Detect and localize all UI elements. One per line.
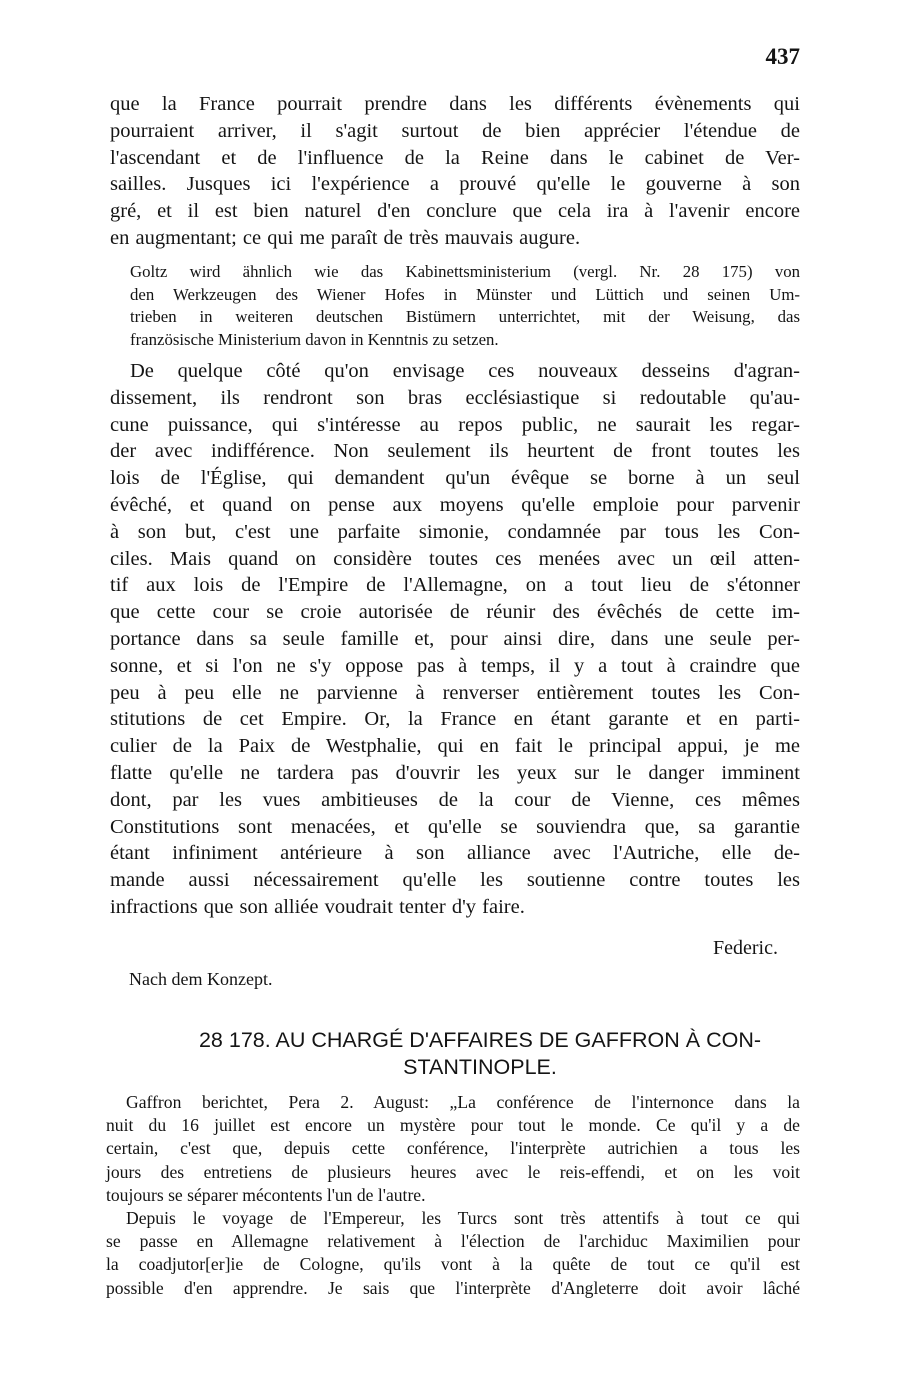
text-line: que cette cour se croie autorisée de réunir des évêchés de cette im- bbox=[110, 601, 800, 624]
letter-body bbox=[110, 358, 800, 921]
note-line: Goltz wird ähnlich wie das Kabinettsministerium (vergl. Nr. 28 175) von bbox=[130, 262, 800, 281]
note-line: den Werkzeugen des Wiener Hofes in Münster und Lüttich und seinen Um- bbox=[130, 284, 800, 304]
text-line: étant infiniment antérieure à son alliance avec l'Autriche, elle de- bbox=[110, 842, 800, 865]
text-line: dont, par les vues ambitieuses de la cour de Vienne, ces mêmes bbox=[110, 788, 800, 811]
text-line: l'ascendant et de l'influence de la Reine dans le cabinet de Ver- bbox=[110, 146, 800, 169]
text-line: flatte qu'elle ne tardera pas d'ouvrir les yeux sur le danger imminent bbox=[110, 761, 800, 784]
note-line: trieben in weiteren deutschen Bistümern unterrichtet, mit der Weisung, das bbox=[130, 307, 800, 326]
text-line: portance dans sa seule famille et, pour ainsi dire, dans une seule per- bbox=[110, 627, 800, 650]
heading-line: 28 178. AU CHARGÉ D'AFFAIRES DE GAFFRON À CON- bbox=[198, 1028, 762, 1052]
report-line: Depuis le voyage de l'Empereur, les Turcs sont très attentifs à tout ce qui bbox=[126, 1208, 800, 1228]
text-line: lois de l'Église, qui demandent qu'un évêque se borne à un seul bbox=[110, 467, 800, 490]
signature: Federic. bbox=[713, 937, 778, 959]
page-number: 437 bbox=[765, 44, 800, 69]
report-line: certain, c'est que, depuis cette conférence, l'interprète autrichien a tous les bbox=[106, 1138, 800, 1159]
text-line: dissement, ils rendront son bras ecclésiastique si redoutable qu'au- bbox=[110, 386, 800, 409]
text-line: sonne, et si l'on ne s'y oppose pas à temps, il y a tout à craindre que bbox=[110, 654, 800, 677]
text-line: infractions que son alliée voudrait tenter d'y faire. bbox=[110, 895, 525, 918]
text-line: sailles. Jusques ici l'expérience a prouvé qu'elle le gouverne à son bbox=[110, 173, 800, 196]
text-line: culier de la Paix de Westphalie, qui en fait le principal appui, je me bbox=[110, 735, 800, 758]
text-line: gré, et il est bien naturel d'en conclure que cela ira à l'avenir encore bbox=[110, 200, 800, 223]
text-line: De quelque côté qu'on envisage ces nouveaux desseins d'agran- bbox=[130, 360, 800, 382]
text-line: stitutions de cet Empire. Or, la France en étant garante et en parti- bbox=[110, 708, 800, 731]
text-line: Constitutions sont menacées, et qu'elle se souviendra que, sa garantie bbox=[110, 815, 800, 838]
report-line: se passe en Allemagne relativement à l'élection de l'archiduc Maximilien pour bbox=[106, 1231, 800, 1252]
report-line: jours des entretiens de plusieurs heures avec le reis-effendi, et on les voit bbox=[106, 1161, 800, 1182]
report-line: Gaffron berichtet, Pera 2. August: „La conférence de l'internonce dans la bbox=[126, 1092, 800, 1112]
text-line: peu à peu elle ne parvienne à renverser entièrement toutes les Con- bbox=[110, 681, 800, 704]
report-line: toujours se séparer mécontents l'un de l'autre. bbox=[106, 1184, 426, 1205]
text-line: tif aux lois de l'Empire de l'Allemagne, on a tout lieu de s'étonner bbox=[110, 574, 800, 597]
text-line: pourraient arriver, il s'agit surtout de bien apprécier l'étendue de bbox=[110, 119, 800, 142]
report-line: la coadjutor[er]ie de Cologne, qu'ils vont à la quête de tout ce qu'il est bbox=[106, 1254, 800, 1275]
source-note: Nach dem Konzept. bbox=[129, 969, 273, 989]
report-summary bbox=[106, 1091, 800, 1207]
report-continuation bbox=[106, 1207, 800, 1300]
text-line: cune puissance, qui s'intéresse au repos public, ne saurait les regar- bbox=[110, 413, 800, 436]
document-heading bbox=[100, 1027, 860, 1081]
editorial-note bbox=[130, 261, 800, 351]
paragraph-continuation bbox=[110, 91, 800, 252]
text-line: en augmentant; ce qui me paraît de très mauvais augure. bbox=[110, 226, 581, 249]
text-line: der avec indifférence. Non seulement ils heurtent de front toutes les bbox=[110, 440, 800, 463]
report-line: possible d'en apprendre. Je sais que l'interprète d'Angleterre doit avoir lâché bbox=[106, 1277, 800, 1298]
text-line: évêché, et quand on pense aux moyens qu'elle emploie pour parvenir bbox=[110, 493, 800, 516]
text-line: à son but, c'est une parfaite simonie, condamnée par tous les Con- bbox=[110, 520, 800, 543]
text-line: que la France pourrait prendre dans les différents évènements qui bbox=[110, 93, 800, 115]
text-line: ciles. Mais quand on considère toutes ces menées avec un œil atten- bbox=[110, 547, 800, 570]
note-line: französische Ministerium davon in Kenntnis zu setzen. bbox=[130, 329, 499, 349]
report-line: nuit du 16 juillet est encore un mystère pour tout le monde. Ce qu'il y a de bbox=[106, 1115, 800, 1136]
text-line: mande aussi nécessairement qu'elle les soutienne contre toutes les bbox=[110, 869, 800, 892]
heading-line: STANTINOPLE. bbox=[403, 1055, 557, 1079]
